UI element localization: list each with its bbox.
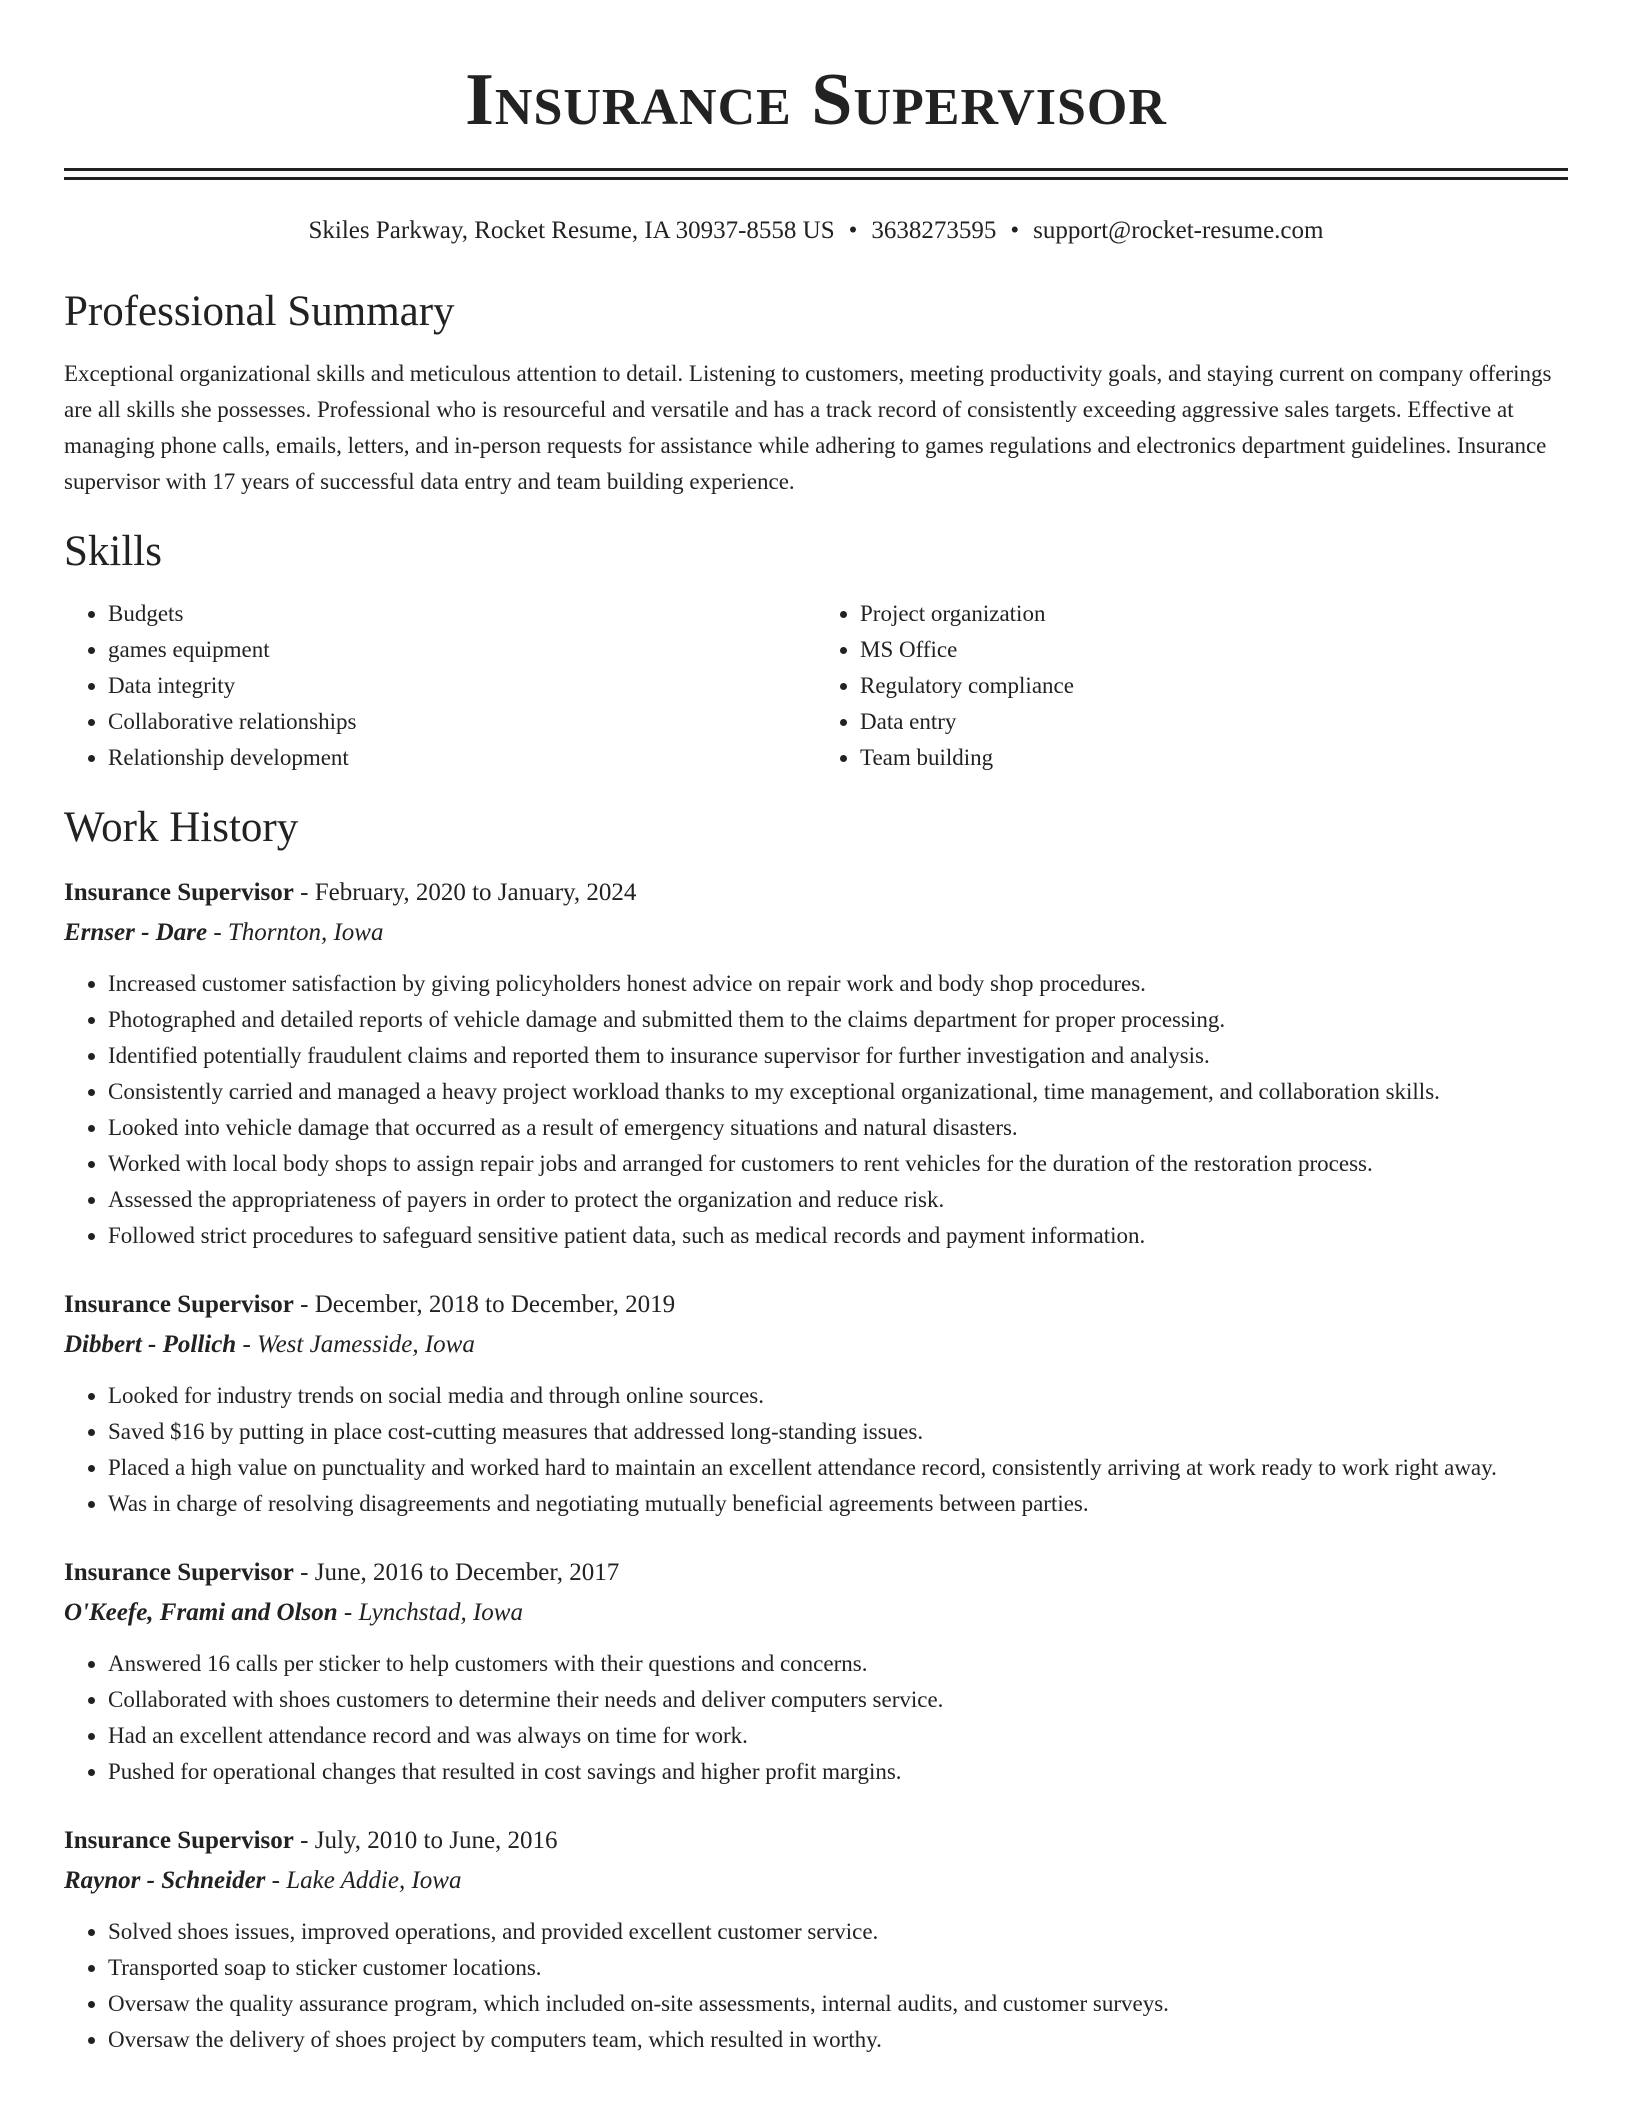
job-bullet: • Increased customer satisfaction by giving policyholders honest advice on repair work and body shop procedures.	[108, 966, 1568, 1002]
job-title: Insurance Supervisor	[64, 1291, 294, 1318]
job-bullet: • Oversaw the delivery of shoes project by computers team, which resulted in worthy.	[108, 2022, 1568, 2058]
contact-separator: •	[1010, 217, 1020, 244]
job-entry	[64, 1822, 1568, 2058]
job-company-line	[64, 914, 1568, 952]
skills-column-left	[64, 596, 816, 776]
contact-address: Skiles Parkway, Rocket Resume, IA 30937-8558 US	[308, 217, 835, 244]
job-bullet: • Followed strict procedures to safeguard sensitive patient data, such as medical records and payment information.	[108, 1218, 1568, 1254]
skill-item: • Team building	[860, 740, 1568, 776]
contact-phone: 3638273595	[871, 217, 997, 244]
job-bullet: • Worked with local body shops to assign repair jobs and arranged for customers to rent vehicles for the duration of the restoration process.	[108, 1146, 1568, 1182]
job-bullet: • Looked for industry trends on social media and through online sources.	[108, 1378, 1568, 1414]
job-bullet: • Photographed and detailed reports of vehicle damage and submitted them to the claims department for proper processing.	[108, 1002, 1568, 1038]
job-company: Ernser - Dare	[64, 919, 208, 946]
header-divider-bottom	[64, 177, 1568, 180]
skill-item: • Budgets	[108, 596, 816, 632]
job-dates: - June, 2016 to December, 2017	[293, 1559, 620, 1586]
job-company: O'Keefe, Frami and Olson	[64, 1599, 338, 1626]
job-company: Raynor - Schneider	[64, 1867, 266, 1894]
job-bullet: • Looked into vehicle damage that occurred as a result of emergency situations and natural disasters.	[108, 1110, 1568, 1146]
job-bullet: • Answered 16 calls per sticker to help customers with their questions and concerns.	[108, 1646, 1568, 1682]
contact-email: support@rocket-resume.com	[1033, 217, 1324, 244]
job-bullet: • Consistently carried and managed a heavy project workload thanks to my exceptional organizational, time management, and collaboration skills.	[108, 1074, 1568, 1110]
job-dates: - July, 2010 to June, 2016	[293, 1827, 558, 1854]
job-bullet: • Pushed for operational changes that resulted in cost savings and higher profit margins.	[108, 1754, 1568, 1790]
header-divider-top	[64, 168, 1568, 171]
job-title-line	[64, 874, 1568, 912]
job-bullet: • Assessed the appropriateness of payers in order to protect the organization and reduce risk.	[108, 1182, 1568, 1218]
job-company: Dibbert - Pollich	[64, 1331, 237, 1358]
skill-item: • Data entry	[860, 704, 1568, 740]
job-dates: - December, 2018 to December, 2019	[293, 1291, 676, 1318]
job-title: Insurance Supervisor	[64, 879, 294, 906]
job-bullet: • Had an excellent attendance record and was always on time for work.	[108, 1718, 1568, 1754]
job-bullet: • Collaborated with shoes customers to determine their needs and deliver computers service.	[108, 1682, 1568, 1718]
skill-item: • Collaborative relationships	[108, 704, 816, 740]
job-title-line	[64, 1286, 1568, 1324]
job-title: Insurance Supervisor	[64, 1827, 294, 1854]
job-company-line	[64, 1594, 1568, 1632]
job-bullet: • Was in charge of resolving disagreements and negotiating mutually beneficial agreements between parties.	[108, 1486, 1568, 1522]
job-title-line	[64, 1822, 1568, 1860]
job-location: - West Jamesside, Iowa	[236, 1331, 475, 1358]
skill-item: • Regulatory compliance	[860, 668, 1568, 704]
section-heading-skills: Skills	[64, 528, 162, 575]
skills-list	[64, 596, 1568, 776]
contact-line	[64, 214, 1568, 248]
job-location: - Lake Addie, Iowa	[265, 1867, 462, 1894]
skill-item: • MS Office	[860, 632, 1568, 668]
summary-text: Exceptional organizational skills and meticulous attention to detail. Listening to customers, meeting productivity goals, and staying current on company offerings are all skills she possesses. Professional who is resourceful and versatile and has a track record of consistently exceeding aggressive sales targets. Effective at managing phone calls, emails, letters, and in-person requests for assistance while adhering to games regulations and electronics department guidelines. Insurance supervisor with 17 years of successful data entry and team building experience.	[64, 361, 1552, 494]
job-location: - Thornton, Iowa	[207, 919, 384, 946]
resume-title: Insurance Supervisor	[465, 59, 1167, 141]
job-bullets	[64, 1914, 1568, 2058]
section-heading-summary: Professional Summary	[64, 288, 455, 335]
job-bullet: • Identified potentially fraudulent claims and reported them to insurance supervisor for further investigation and analysis.	[108, 1038, 1568, 1074]
skills-column-right	[816, 596, 1568, 776]
job-bullet: • Saved $16 by putting in place cost-cutting measures that addressed long-standing issues.	[108, 1414, 1568, 1450]
job-title: Insurance Supervisor	[64, 1559, 294, 1586]
job-entry	[64, 1554, 1568, 1790]
contact-separator: •	[848, 217, 858, 244]
job-location: - Lynchstad, Iowa	[337, 1599, 523, 1626]
skill-item: • Relationship development	[108, 740, 816, 776]
skill-item: • Project organization	[860, 596, 1568, 632]
job-dates: - February, 2020 to January, 2024	[293, 879, 637, 906]
job-title-line	[64, 1554, 1568, 1592]
job-entry	[64, 874, 1568, 1254]
job-bullet: • Transported soap to sticker customer locations.	[108, 1950, 1568, 1986]
job-company-line	[64, 1862, 1568, 1900]
job-entry	[64, 1286, 1568, 1522]
skill-item: • Data integrity	[108, 668, 816, 704]
job-bullet: • Solved shoes issues, improved operations, and provided excellent customer service.	[108, 1914, 1568, 1950]
job-bullets	[64, 1646, 1568, 1790]
job-company-line	[64, 1326, 1568, 1364]
job-bullets	[64, 1378, 1568, 1522]
resume-page	[64, 0, 1568, 2058]
job-bullets	[64, 966, 1568, 1254]
job-bullet: • Placed a high value on punctuality and worked hard to maintain an excellent attendance record, consistently arriving at work ready to work right away.	[108, 1450, 1568, 1486]
section-heading-work-history: Work History	[64, 804, 299, 851]
job-bullet: • Oversaw the quality assurance program, which included on-site assessments, internal audits, and customer surveys.	[108, 1986, 1568, 2022]
skill-item: • games equipment	[108, 632, 816, 668]
